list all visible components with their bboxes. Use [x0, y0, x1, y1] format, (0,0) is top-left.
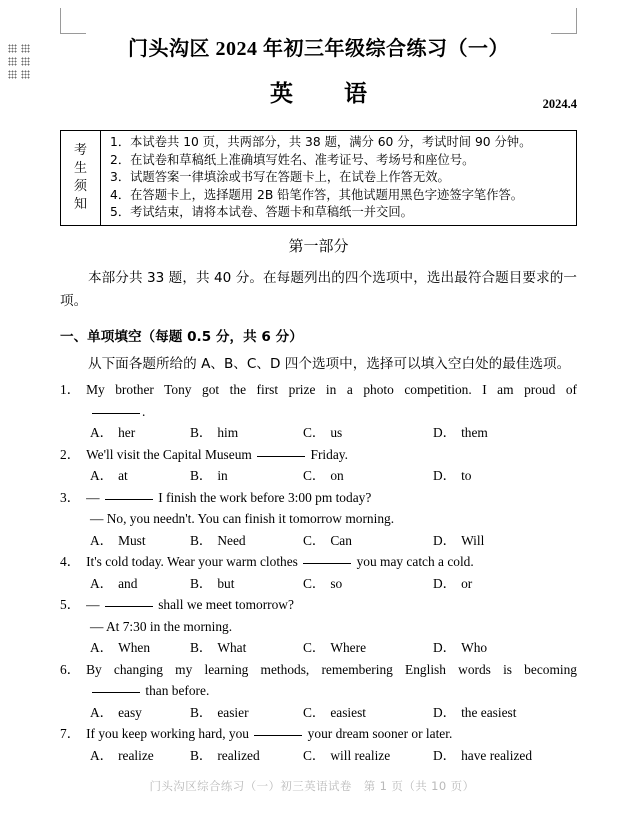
- option-label: easier: [217, 704, 249, 720]
- option-letter: C．: [303, 575, 326, 591]
- part-description: 本部分共 33 题，共 40 分。在每题列出的四个选项中，选出最符合题目要求的一项。: [60, 270, 577, 309]
- question-text-segment: than before.: [142, 683, 210, 699]
- question-item: [60, 551, 577, 594]
- question-text: [86, 594, 577, 616]
- question-stem-line: [60, 444, 577, 466]
- option-a[interactable]: [90, 702, 190, 724]
- option-d[interactable]: [433, 530, 577, 552]
- option-label: in: [217, 468, 228, 484]
- question-continuation-line: [60, 680, 577, 702]
- option-letter: B．: [190, 704, 213, 720]
- option-c[interactable]: [303, 530, 433, 552]
- option-letter: A．: [90, 468, 114, 484]
- question-text-segment: .: [142, 403, 146, 419]
- question-text: [86, 379, 577, 401]
- notice-item: 1．本试卷共 10 页，共两部分，共 38 题，满分 60 分，考试时间 90 分钟。: [110, 135, 532, 149]
- question-stem-line: [60, 594, 577, 616]
- answer-blank[interactable]: [257, 456, 305, 457]
- option-b[interactable]: [190, 702, 303, 724]
- notice-label-char: 须: [73, 179, 87, 194]
- option-label: to: [461, 468, 472, 484]
- question-item: [60, 594, 577, 659]
- subject-title: 英 语: [270, 81, 381, 106]
- question-item: [60, 379, 577, 444]
- question-stem-line: [60, 379, 577, 401]
- question-number: 2．: [60, 446, 81, 462]
- option-label: her: [118, 425, 136, 441]
- question-stem-line: [60, 487, 577, 509]
- question-text-segment: you may catch a cold.: [353, 554, 474, 570]
- option-a[interactable]: [90, 422, 190, 444]
- option-label: easy: [118, 704, 142, 720]
- question-text-segment: —: [86, 489, 103, 505]
- option-label: realize: [118, 747, 154, 763]
- option-row: [60, 422, 577, 444]
- option-a[interactable]: [90, 530, 190, 552]
- page-title: 门头沟区 2024 年初三年级综合练习（一）: [128, 38, 509, 60]
- question-item: [60, 444, 577, 487]
- question-number: 1．: [60, 382, 81, 398]
- option-b[interactable]: [190, 530, 303, 552]
- option-c[interactable]: [303, 702, 433, 724]
- answer-blank[interactable]: [105, 499, 153, 500]
- option-label: or: [461, 575, 473, 591]
- option-letter: B．: [190, 468, 213, 484]
- question-text-segment: We'll visit the Capital Museum: [86, 446, 256, 462]
- option-letter: D．: [433, 704, 457, 720]
- option-c[interactable]: [303, 422, 433, 444]
- option-a[interactable]: [90, 573, 190, 595]
- option-letter: A．: [90, 425, 114, 441]
- option-row: [60, 702, 577, 724]
- option-letter: C．: [303, 747, 326, 763]
- option-label: them: [461, 425, 488, 441]
- question-text-segment: shall we meet tomorrow?: [154, 597, 294, 613]
- option-a[interactable]: [90, 637, 190, 659]
- option-label: will realize: [330, 747, 391, 763]
- option-label: and: [118, 575, 138, 591]
- question-dialogue-line: — No, you needn't. You can finish it tomorrow morning.: [90, 511, 395, 527]
- option-row: [60, 573, 577, 595]
- option-c[interactable]: [303, 573, 433, 595]
- option-letter: C．: [303, 425, 326, 441]
- question-number: 5．: [60, 597, 81, 613]
- option-label: Need: [217, 532, 246, 548]
- option-d[interactable]: [433, 422, 577, 444]
- question-text-segment: Friday.: [307, 446, 348, 462]
- option-letter: C．: [303, 704, 326, 720]
- part-heading: 第一部分: [288, 237, 349, 255]
- option-letter: B．: [190, 575, 213, 591]
- option-d[interactable]: [433, 745, 577, 767]
- option-row: [60, 637, 577, 659]
- answer-blank[interactable]: [105, 606, 153, 607]
- question-number: 6．: [60, 661, 81, 677]
- notice-item: 4．在答题卡上，选择题用 2B 铅笔作答，其他试题用黑色字迹签字笔作答。: [110, 187, 524, 202]
- option-letter: A．: [90, 704, 114, 720]
- option-row: [60, 745, 577, 767]
- option-b[interactable]: [190, 637, 303, 659]
- option-label: us: [330, 425, 343, 441]
- option-label: Must: [118, 532, 146, 548]
- notice-label: [61, 131, 101, 225]
- option-label: Will: [461, 532, 485, 548]
- notice-list: [101, 131, 576, 225]
- option-letter: C．: [303, 468, 326, 484]
- question-dialogue-line: — At 7:30 in the morning.: [90, 618, 233, 634]
- option-label: Where: [330, 640, 367, 656]
- option-letter: D．: [433, 640, 457, 656]
- option-b[interactable]: [190, 465, 303, 487]
- notice-label-char: 生: [73, 161, 87, 177]
- option-label: easiest: [330, 704, 367, 720]
- option-label: Can: [330, 532, 352, 548]
- question-number: 4．: [60, 554, 81, 570]
- question-item: [60, 487, 577, 552]
- question-list: [60, 379, 577, 766]
- option-letter: D．: [433, 532, 457, 548]
- option-label: have realized: [461, 747, 533, 763]
- notice-item: 5．考试结束，请将本试卷、答题卡和草稿纸一并交回。: [110, 205, 413, 220]
- option-letter: B．: [190, 640, 213, 656]
- notice-item: 3．试题答案一律填涂或书写在答题卡上，在试卷上作答无效。: [110, 170, 450, 185]
- option-c[interactable]: [303, 465, 433, 487]
- option-d[interactable]: [433, 702, 577, 724]
- option-label: Who: [461, 640, 488, 656]
- option-label: realized: [217, 747, 260, 763]
- question-text-segment: By changing my learning methods, remembering English words is becoming: [86, 661, 577, 677]
- notice-label-char: 考: [73, 143, 87, 159]
- section-description: 从下面各题所给的 A、B、C、D 四个选项中，选择可以填入空白处的最佳选项。: [88, 356, 571, 373]
- option-letter: B．: [190, 532, 213, 548]
- question-text: [86, 723, 577, 745]
- question-number: 3．: [60, 489, 81, 505]
- option-letter: D．: [433, 575, 457, 591]
- question-text-segment: If you keep working hard, you: [86, 726, 253, 742]
- option-label: at: [118, 468, 128, 484]
- notice-label-char: 知: [73, 196, 87, 212]
- option-label: What: [217, 640, 247, 656]
- question-text: [86, 551, 577, 573]
- question-continuation-line: [60, 401, 577, 423]
- option-label: on: [330, 468, 344, 484]
- option-letter: C．: [303, 640, 326, 656]
- option-b[interactable]: [190, 745, 303, 767]
- option-letter: D．: [433, 425, 457, 441]
- question-item: [60, 723, 577, 766]
- question-stem-line: [60, 659, 577, 681]
- answer-blank[interactable]: [92, 692, 140, 693]
- question-text: [86, 444, 577, 466]
- question-text: [86, 659, 577, 681]
- answer-blank[interactable]: [92, 413, 140, 414]
- answer-blank[interactable]: [254, 735, 302, 736]
- option-letter: B．: [190, 425, 213, 441]
- option-row: [60, 530, 577, 552]
- option-label: but: [217, 575, 235, 591]
- question-text-segment: I finish the work before 3:00 pm today?: [154, 489, 372, 505]
- option-d[interactable]: [433, 465, 577, 487]
- option-row: [60, 465, 577, 487]
- option-letter: A．: [90, 575, 114, 591]
- option-d[interactable]: [433, 573, 577, 595]
- question-number: 7．: [60, 726, 81, 742]
- page-footer: 门头沟区综合练习（一）初三英语试卷 第 1 页（共 10 页）: [149, 779, 475, 793]
- question-text: [86, 487, 577, 509]
- option-c[interactable]: [303, 745, 433, 767]
- option-label: When: [118, 640, 151, 656]
- option-letter: D．: [433, 468, 457, 484]
- option-letter: B．: [190, 747, 213, 763]
- option-b[interactable]: [190, 573, 303, 595]
- question-text-segment: It's cold today. Wear your warm clothes: [86, 554, 302, 570]
- paper-date: 2024.4: [542, 97, 577, 111]
- subject-row: [60, 80, 577, 110]
- question-stem-line: [60, 723, 577, 745]
- option-c[interactable]: [303, 637, 433, 659]
- option-letter: A．: [90, 532, 114, 548]
- option-label: the easiest: [461, 704, 517, 720]
- option-letter: A．: [90, 640, 114, 656]
- option-d[interactable]: [433, 637, 577, 659]
- notice-item: 2．在试卷和草稿纸上准确填写姓名、准考证号、考场号和座位号。: [110, 152, 475, 167]
- option-label: so: [330, 575, 343, 591]
- answer-blank[interactable]: [303, 563, 351, 564]
- question-text-segment: —: [86, 597, 103, 613]
- question-stem-line: [60, 551, 577, 573]
- option-b[interactable]: [190, 422, 303, 444]
- option-letter: A．: [90, 747, 114, 763]
- option-letter: D．: [433, 747, 457, 763]
- notice-box: [60, 130, 577, 226]
- question-text-segment: My brother Tony got the first prize in a photo competition. I am proud of: [86, 382, 577, 398]
- section-heading: 一、单项填空（每题 0.5 分，共 6 分）: [60, 329, 303, 345]
- option-label: him: [217, 425, 239, 441]
- option-a[interactable]: [90, 465, 190, 487]
- question-item: [60, 659, 577, 724]
- option-letter: C．: [303, 532, 326, 548]
- option-a[interactable]: [90, 745, 190, 767]
- question-text-segment: your dream sooner or later.: [304, 726, 453, 742]
